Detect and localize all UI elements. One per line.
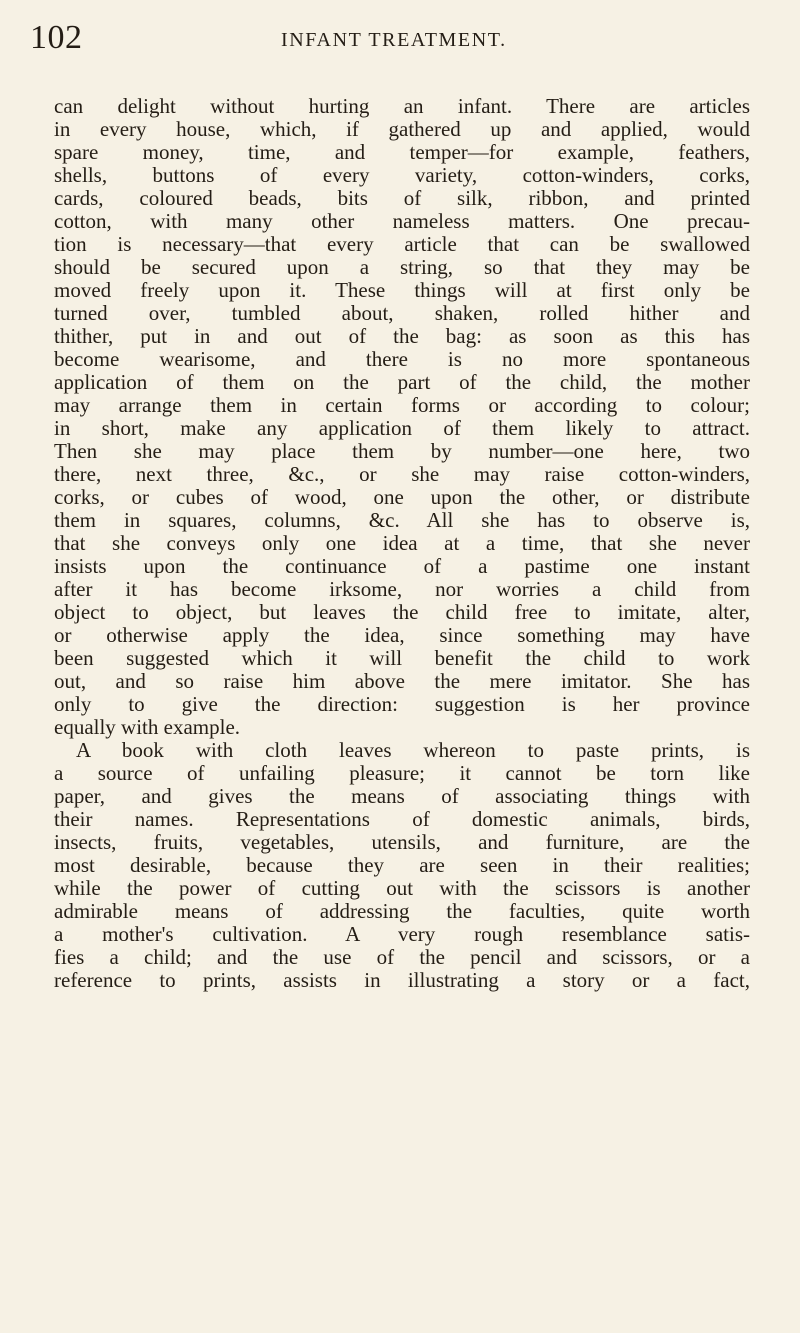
text-line: a mother's cultivation. A very rough resemblance satis-: [54, 922, 750, 946]
text-line: tion is necessary—that every article that can be swallowed: [54, 232, 750, 256]
text-line: Then she may place them by number—one here, two: [54, 439, 750, 463]
text-line: in short, make any application of them likely to attract.: [54, 416, 750, 440]
text-line: paper, and gives the means of associating things with: [54, 784, 750, 808]
running-head: INFANT TREATMENT.: [281, 29, 507, 51]
text-line: their names. Representations of domestic animals, birds,: [54, 807, 750, 831]
paragraph-1: [54, 95, 750, 739]
text-line: in every house, which, if gathered up and applied, would: [54, 117, 750, 141]
text-line: object to object, but leaves the child free to imitate, alter,: [54, 600, 750, 624]
text-line: shells, buttons of every variety, cotton-winders, corks,: [54, 163, 750, 187]
text-line: corks, or cubes of wood, one upon the other, or distribute: [54, 485, 750, 509]
text-line: while the power of cutting out with the scissors is another: [54, 876, 750, 900]
page-number: 102: [30, 19, 83, 56]
page-header: [30, 18, 750, 58]
text-line: application of them on the part of the child, the mother: [54, 370, 750, 394]
text-line: after it has become irksome, nor worries a child from: [54, 577, 750, 601]
text-line: become wearisome, and there is no more spontaneous: [54, 347, 750, 371]
text-line: cards, coloured beads, bits of silk, ribbon, and printed: [54, 186, 750, 210]
text-line: admirable means of addressing the faculties, quite worth: [54, 899, 750, 923]
text-line: reference to prints, assists in illustrating a story or a fact,: [54, 968, 750, 992]
text-line: thither, put in and out of the bag: as soon as this has: [54, 324, 750, 348]
text-line: or otherwise apply the idea, since something may have: [54, 623, 750, 647]
text-line: most desirable, because they are seen in their realities;: [54, 853, 750, 877]
text-line: that she conveys only one idea at a time, that she never: [54, 531, 750, 555]
text-line: spare money, time, and temper—for example, feathers,: [54, 140, 750, 164]
text-line: them in squares, columns, &c. All she has to observe is,: [54, 508, 750, 532]
text-line: should be secured upon a string, so that they may be: [54, 255, 750, 279]
text-line: moved freely upon it. These things will at first only be: [54, 278, 750, 302]
body-text: [54, 95, 750, 992]
text-line: out, and so raise him above the mere imitator. She has: [54, 669, 750, 693]
text-line: fies a child; and the use of the pencil and scissors, or a: [54, 945, 750, 969]
text-line: been suggested which it will benefit the child to work: [54, 646, 750, 670]
text-line: turned over, tumbled about, shaken, rolled hither and: [54, 301, 750, 325]
text-line: a source of unfailing pleasure; it cannot be torn like: [54, 761, 750, 785]
text-line: there, next three, &c., or she may raise cotton-winders,: [54, 462, 750, 486]
text-line: may arrange them in certain forms or according to colour;: [54, 393, 750, 417]
paragraph-2: [54, 739, 750, 992]
text-line: only to give the direction: suggestion is her province: [54, 692, 750, 716]
text-line: insists upon the continuance of a pastime one instant: [54, 554, 750, 578]
text-line: A book with cloth leaves whereon to paste prints, is: [76, 738, 750, 762]
text-line: equally with example.: [54, 715, 241, 739]
text-line: insects, fruits, vegetables, utensils, and furniture, are the: [54, 830, 750, 854]
text-line: cotton, with many other nameless matters. One precau-: [54, 209, 750, 233]
text-line: can delight without hurting an infant. There are articles: [54, 94, 750, 118]
